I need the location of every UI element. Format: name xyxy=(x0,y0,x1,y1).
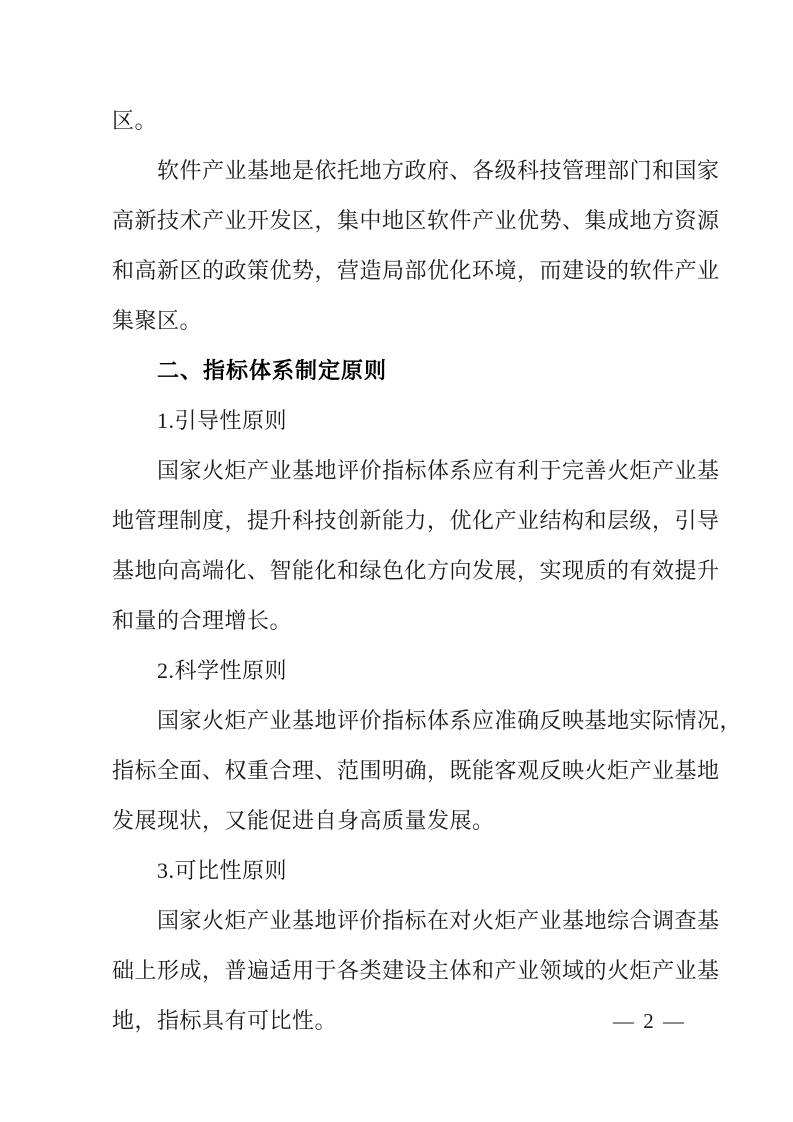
text-line: 地，指标具有可比性。 xyxy=(112,1008,338,1033)
text-line: 地管理制度，提升科技创新能力，优化产业结构和层级，引导 xyxy=(112,508,720,533)
text-line: 高新技术产业开发区，集中地区软件产业优势、集成地方资源 xyxy=(112,208,720,233)
text-line: 国家火炬产业基地评价指标在对火炬产业基地综合调查基 xyxy=(157,908,720,933)
text-line: 指标全面、权重合理、范围明确，既能客观反映火炬产业基地 xyxy=(112,758,720,783)
document-body xyxy=(112,96,743,1046)
page-number: — 2 — xyxy=(613,1009,686,1033)
text-line: 国家火炬产业基地评价指标体系应准确反映基地实际情况， xyxy=(157,708,743,733)
text-line: 础上形成，普遍适用于各类建设主体和产业领域的火炬产业基 xyxy=(112,958,720,983)
text-line: 集聚区。 xyxy=(112,308,203,333)
text-line: 软件产业基地是依托地方政府、各级科技管理部门和国家 xyxy=(157,158,720,183)
subsection-heading: 1.引导性原则 xyxy=(157,408,288,433)
text-line: 发展现状，又能促进自身高质量发展。 xyxy=(112,808,495,833)
text-line: 区。 xyxy=(112,108,158,133)
text-line: 和高新区的政策优势，营造局部优化环境，而建设的软件产业 xyxy=(112,258,720,283)
text-line: 和量的合理增长。 xyxy=(112,608,293,633)
subsection-heading: 2.科学性原则 xyxy=(157,658,288,683)
subsection-heading: 3.可比性原则 xyxy=(157,858,288,883)
text-line: 基地向高端化、智能化和绿色化方向发展，实现质的有效提升 xyxy=(112,558,720,583)
section-heading: 二、指标体系制定原则 xyxy=(157,358,388,383)
text-line: 国家火炬产业基地评价指标体系应有利于完善火炬产业基 xyxy=(157,458,720,483)
